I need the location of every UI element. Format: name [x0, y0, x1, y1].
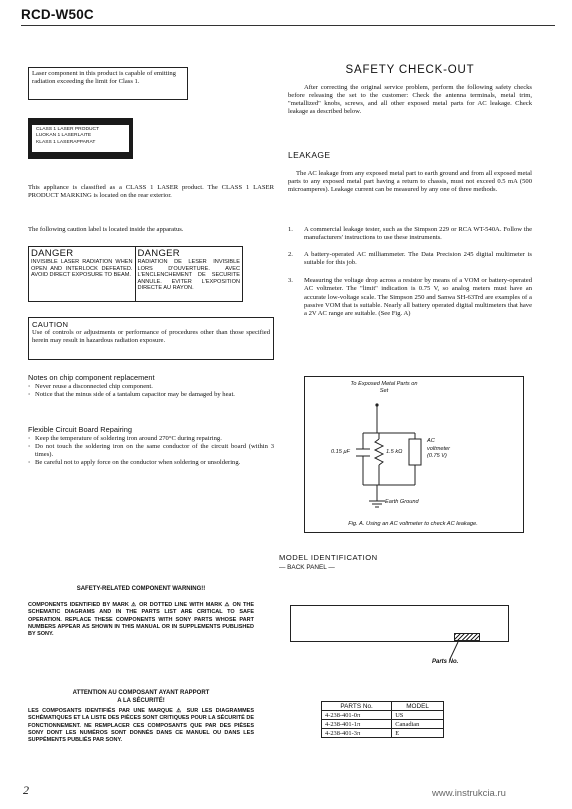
top-terminal	[375, 403, 378, 406]
figure-cap-label: 0.15 μF	[331, 449, 350, 455]
safety-checkout-title: SAFETY CHECK-OUT	[345, 64, 475, 76]
model-header: RCD-W50C	[21, 7, 94, 22]
method-number: 2.	[288, 251, 293, 259]
list-item	[288, 226, 532, 242]
figure-top-label: To Exposed Metal Parts on Set	[350, 381, 418, 394]
list-item: · Be careful not to apply force on the conductor when soldering or unsoldering.	[28, 459, 274, 467]
model-id-subtitle: — BACK PANEL —	[279, 564, 335, 571]
danger-right	[136, 247, 243, 301]
table-row	[322, 720, 444, 729]
danger-label	[28, 246, 243, 302]
model-id-title: MODEL IDENTIFICATION	[279, 553, 378, 562]
laser-label-line-2: LUOKAN 1 LASERLAITE	[36, 133, 92, 139]
danger-right-title: DANGER	[137, 248, 180, 259]
method-text: A battery-operated AC milliammeter. The Data Precision 245 digital multimeter is suitable for this job.	[304, 251, 532, 267]
list-item: · Do not touch the soldering iron on the same conductor of the circuit board (within 3 times).	[28, 443, 274, 459]
laser-label-line-3: KLASS 1 LASERAPPARAT	[36, 139, 96, 145]
danger-left-text: INVISIBLE LASER RADIATION WHEN OPEN AND INTERLOCK DEFEATED. AVOID DIRECT EXPOSURE TO BEAM.	[31, 259, 133, 279]
laser-notice-text: Laser component in this product is capable of emitting radiation exceeding the limit for Class 1.	[32, 70, 176, 86]
column-header: PARTS No.	[322, 702, 392, 711]
list-item: · Notice that the minus side of a tantalum capacitor may be damaged by heat.	[28, 391, 274, 399]
leakage-body: The AC leakage from any exposed metal part to earth ground and from all exposed metal parts to any exposed metal part having a return to chassis, must not exceed 0.5 mA (500 microamperes). Leakage current can be measured by any one of three methods.	[288, 170, 532, 194]
method-text: A commercial leakage tester, such as the Simpson 229 or RCA WT-540A. Follow the manufacturers' instructions to use these instruments.	[304, 226, 532, 242]
list-item	[288, 277, 532, 317]
attention-title-1: ATTENTION AU COMPOSANT AYANT RAPPORT	[72, 690, 210, 696]
figure-meter-label: AC voltmeter (0.75 V)	[427, 438, 451, 459]
safety-warning-body: COMPONENTS IDENTIFIED BY MARK ⚠ OR DOTTED LINE WITH MARK ⚠ ON THE SCHEMATIC DIAGRAMS AND IN THE PARTS LIST ARE CRITICAL TO SAFE OPERATION. REPLACE THESE COMPONENTS WITH SONY PARTS WHOSE PART NUMBERS APPEAR AS SHOWN IN THIS MANUAL OR IN SUPPLEMENTS PUBLISHED BY SONY.	[28, 602, 254, 638]
safety-checkout-intro: After correcting the original service problem, perform the following safety checks before releasing the set to the customer: Check the antenna terminals, metal trim, "metallized" knobs, screws, and all other exposed metal parts for AC leakage. Check leakage as described below.	[288, 84, 532, 116]
chip-notes-list	[28, 383, 274, 399]
leakage-methods	[288, 226, 532, 324]
method-text: Measuring the voltage drop across a resistor by means of a VOM or battery-operated AC voltmeter. The "limit" indication is 0.75 V, so analog meters must have an accurate low-voltage scale. The Simpson 250 and Sanwa SH-63Trd are examples of a passive VOM that is suitable. Nearly all battery operated digital multimeters that have a 2V AC range are suitable. (See Fig. A)	[304, 277, 532, 317]
caution-title: CAUTION	[32, 320, 69, 329]
voltmeter-box	[409, 439, 421, 465]
table-row	[322, 711, 444, 720]
header-rule	[21, 25, 555, 26]
laser-label-outer	[28, 118, 133, 159]
back-panel-drawing	[290, 605, 509, 642]
method-number: 1.	[288, 226, 293, 233]
caution-label-text: The following caution label is located inside the apparatus.	[28, 226, 184, 233]
table-cell: 4-238-401-3π	[322, 729, 392, 738]
figure-caption: Fig. A. Using an AC voltmeter to check AC leakage.	[348, 521, 478, 527]
parts-no-callout: Parts No.	[432, 659, 459, 665]
parts-no-label-plate	[454, 633, 480, 641]
table-cell: E	[392, 729, 444, 738]
caution-text: Use of controls or adjustments or performance of procedures other than those specified herein may result in hazardous radiation exposure.	[32, 329, 270, 345]
danger-left	[29, 247, 136, 301]
list-item	[288, 251, 532, 267]
danger-left-title: DANGER	[31, 248, 74, 259]
figure-res-label: 1.5 kΩ	[386, 449, 403, 455]
table-header-row	[322, 702, 444, 711]
flex-board-title: Flexible Circuit Board Repairing	[28, 425, 132, 434]
laser-label-line-1: CLASS 1 LASER PRODUCT	[36, 127, 100, 132]
caution-box	[28, 317, 274, 360]
table-row	[322, 729, 444, 738]
table-cell: 4-238-401-0π	[322, 711, 392, 720]
page-number: 2	[23, 783, 29, 797]
attention-title-2: A LA SÉCURITÉ!	[117, 698, 165, 704]
chip-notes-title: Notes on chip component replacement	[28, 373, 155, 382]
leakage-title: LEAKAGE	[288, 150, 331, 160]
list-item: · Never reuse a disconnected chip component.	[28, 383, 274, 391]
safety-warning-title: SAFETY-RELATED COMPONENT WARNING!!	[76, 586, 206, 592]
list-item: · Keep the temperature of soldering iron around 270°C during repairing.	[28, 435, 274, 443]
laser-label-inner	[32, 125, 129, 152]
parts-table	[321, 701, 444, 738]
class-text: This appliance is classified as a CLASS 1 LASER product. The CLASS 1 LASER PRODUCT MARKING is located on the rear exterior.	[28, 184, 274, 200]
figure-a	[304, 376, 524, 533]
figure-ground-label: Earth Ground	[385, 499, 419, 505]
resistor-zigzag	[375, 439, 383, 465]
laser-notice-box	[28, 67, 188, 100]
danger-right-text: RADIATION DE LESER INVISIBLE LORS D'OUVERTURE. AVEC L'ENCLENCHEMENT DE SECURITE ANNULE. EVITER L'EXPOSITION DIRECTE AU RAYON.	[137, 259, 240, 292]
table-cell: Canadian	[392, 720, 444, 729]
table-cell: US	[392, 711, 444, 720]
method-number: 3.	[288, 277, 293, 285]
table-cell: 4-238-401-1π	[322, 720, 392, 729]
column-header: MODEL	[392, 702, 444, 711]
attention-body: LES COMPOSANTS IDENTIFIÉS PAR UNE MARQUE ⚠ SUR LES DIAGRAMMES SCHÉMATIQUES ET LA LISTE DES PIÈCES SONT CRITIQUES POUR LA SÉCURITÉ DE FONCTIONNEMENT. NE REMPLACER CES COMPOSANTS QUE PAR DES PIÈSES SONY DONT LES NUMÉROS SONT DONNÉS DANS CE MANUEL OU DANS LES SUPPÉMENTS PUBLIÉS PAR SONY.	[28, 708, 254, 744]
watermark: www.instrukcia.ru	[432, 788, 506, 799]
flex-board-list	[28, 435, 274, 467]
